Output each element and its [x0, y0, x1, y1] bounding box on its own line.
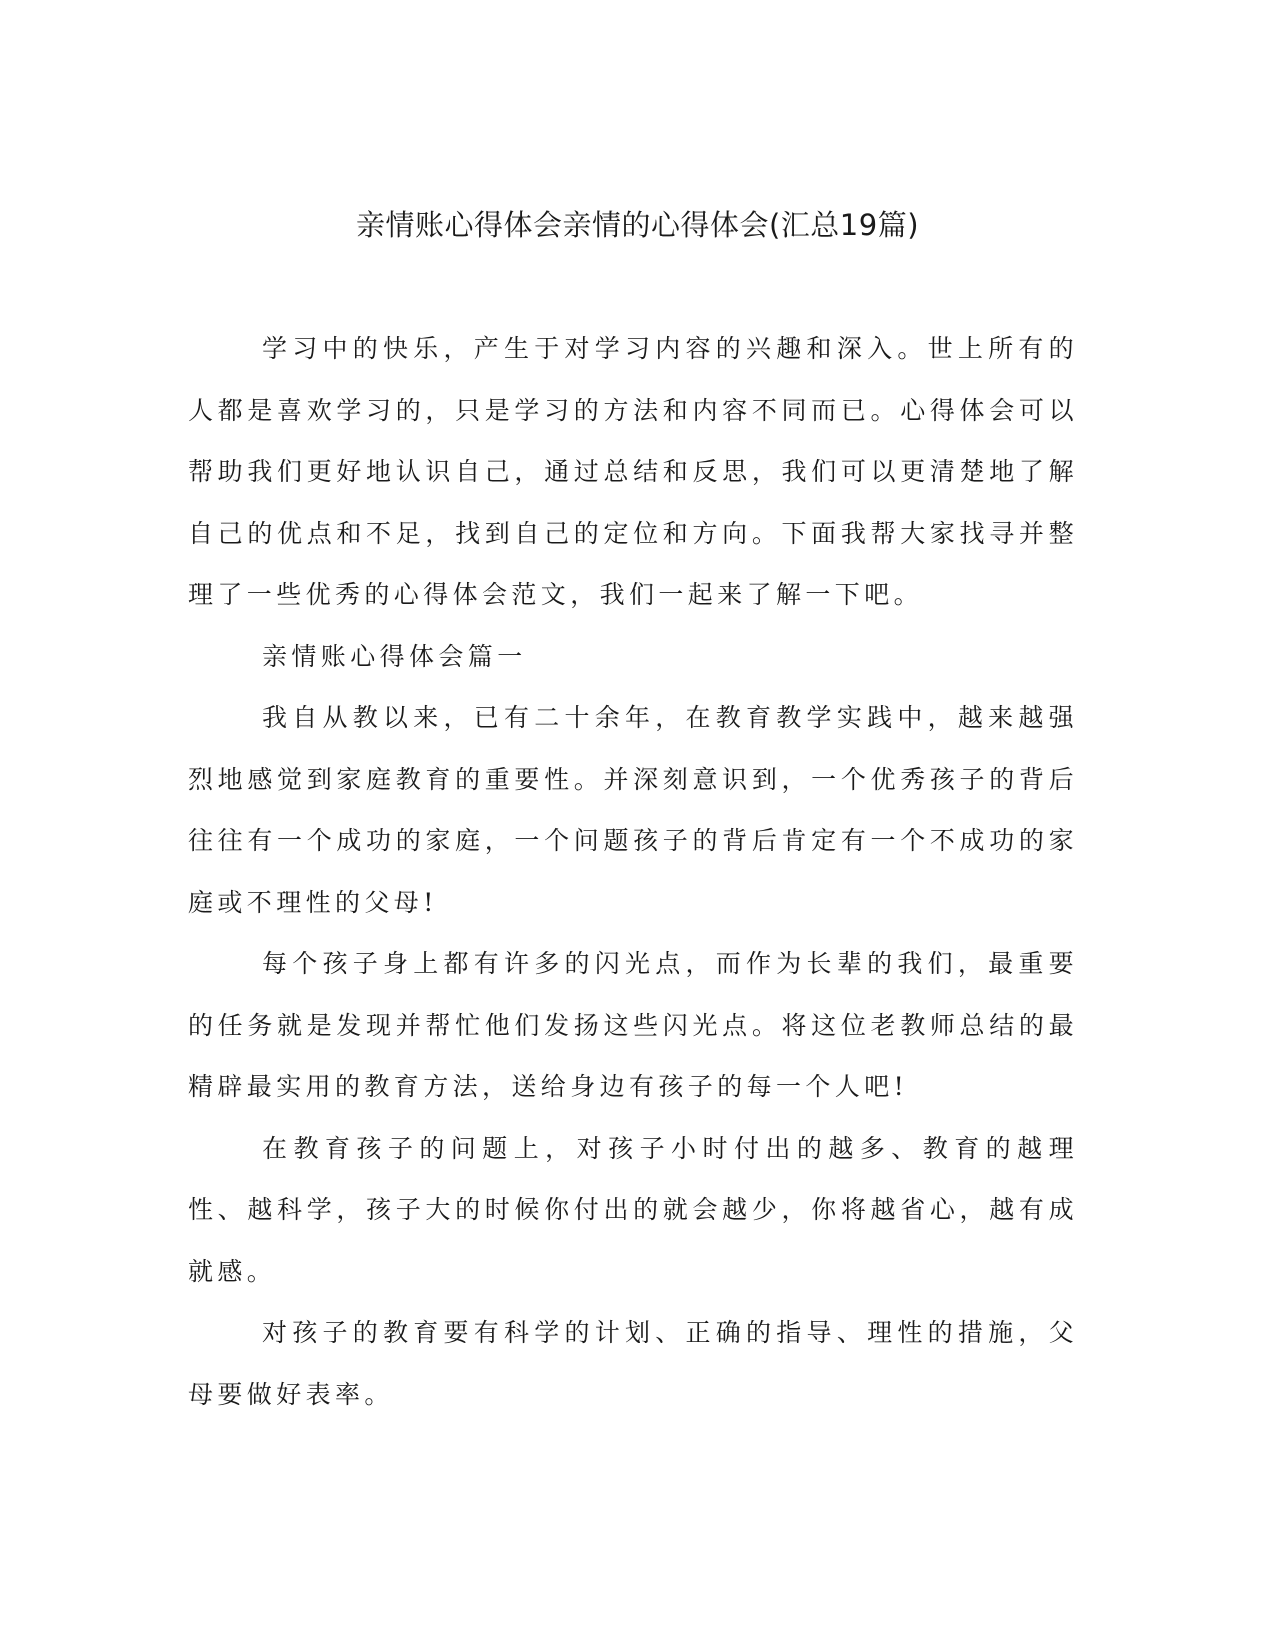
body-paragraph: 我自从教以来，已有二十余年，在教育教学实践中，越来越强烈地感觉到家庭教育的重要性。并深刻意识到，一个优秀孩子的背后往往有一个成功的家庭，一个问题孩子的背后肯定有一个不成功的家庭或不理性的父母!: [188, 703, 1078, 917]
body-paragraph: 每个孩子身上都有许多的闪光点，而作为长辈的我们，最重要的任务就是发现并帮忙他们发扬这些闪光点。将这位老教师总结的最精辟最实用的教育方法，送给身边有孩子的每一个人吧!: [188, 949, 1078, 1101]
document-title: 亲情账心得体会亲情的心得体会(汇总19篇): [355, 208, 920, 242]
body-paragraph: 在教育孩子的问题上，对孩子小时付出的越多、教育的越理性、越科学，孩子大的时候你付出的就会越少，你将越省心，越有成就感。: [188, 1133, 1078, 1286]
body-paragraph: 对孩子的教育要有科学的计划、正确的指导、理性的措施，父母要做好表率。: [188, 1318, 1078, 1409]
document-body: [188, 318, 1078, 1425]
section-heading: 亲情账心得体会篇一: [262, 641, 527, 671]
intro-paragraph: 学习中的快乐，产生于对学习内容的兴趣和深入。世上所有的人都是喜欢学习的，只是学习的方法和内容不同而已。心得体会可以帮助我们更好地认识自己，通过总结和反思，我们可以更清楚地了解自己的优点和不足，找到自己的定位和方向。下面我帮大家找寻并整理了一些优秀的心得体会范文，我们一起来了解一下吧。: [188, 334, 1078, 609]
